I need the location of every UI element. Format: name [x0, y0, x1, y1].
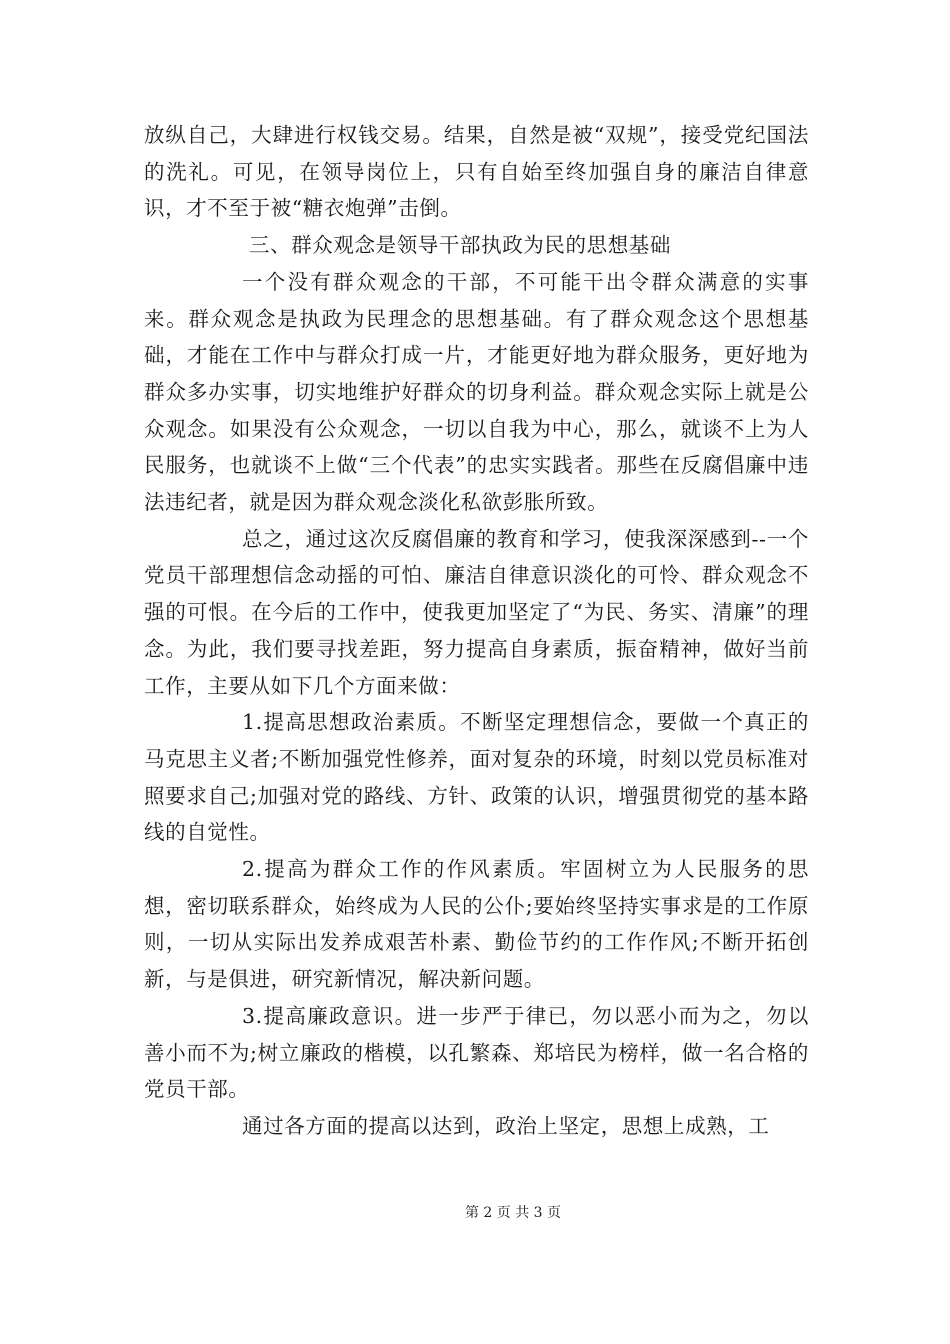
paragraph-conclusion: 通过各方面的提高以达到，政治上坚定，思想上成熟，工: [242, 1113, 770, 1138]
list-item-3: 3.提高廉政意识。进一步严于律已，勿以恶小而为之，勿以善小而不为;树立廉政的楷模，以孔繁森、郑培民为榜样，做一名合格的党员干部。: [144, 1003, 809, 1102]
section-heading: 三、群众观念是领导干部执政为民的思想基础: [249, 233, 671, 258]
paragraph-summary: 总之，通过这次反腐倡廉的教育和学习，使我深深感到--一个党员干部理想信念动摇的可怕、廉洁自律意识淡化的可怜、群众观念不强的可恨。在今后的工作中，使我更加坚定了“为民、务实、清廉”的理念。为此，我们要寻找差距，努力提高自身素质，振奋精神，做好当前工作，主要从如下几个方面来做：: [144, 526, 809, 698]
document-body: [144, 117, 809, 1145]
paragraph-mass-view: 一个没有群众观念的干部，不可能干出令群众满意的实事来。群众观念是执政为民理念的思想基础。有了群众观念这个思想基础，才能在工作中与群众打成一片，才能更好地为群众服务，更好地为群众多办实事，切实地维护好群众的切身利益。群众观念实际上就是公众观念。如果没有公众观念，一切以自我为中心，那么，就谈不上为人民服务，也就谈不上做“三个代表”的忠实实践者。那些在反腐倡廉中违法违纪者，就是因为群众观念淡化私欲彭胀所致。: [144, 269, 809, 515]
list-item-2: 2.提高为群众工作的作风素质。牢固树立为人民服务的思想，密切联系群众，始终成为人民的公仆;要始终坚持实事求是的工作原则，一切从实际出发养成艰苦朴素、勤俭节约的工作作风;不断开拓创新，与是俱进，研究新情况，解决新问题。: [144, 857, 809, 992]
paragraph-continuation: 放纵自己，大肆进行权钱交易。结果，自然是被“双规”，接受党纪国法的洗礼。可见，在领导岗位上，只有自始至终加强自身的廉洁自律意识，才不至于被“糖衣炮弹”击倒。: [144, 123, 809, 221]
page-footer: 第 2 页 共 3 页: [464, 1205, 562, 1221]
list-item-1: 1.提高思想政治素质。不断坚定理想信念，要做一个真正的马克思主义者;不断加强党性修养，面对复杂的环境，时刻以党员标准对照要求自己;加强对党的路线、方针、政策的认识，增强贯彻党的基本路线的自觉性。: [144, 710, 809, 845]
